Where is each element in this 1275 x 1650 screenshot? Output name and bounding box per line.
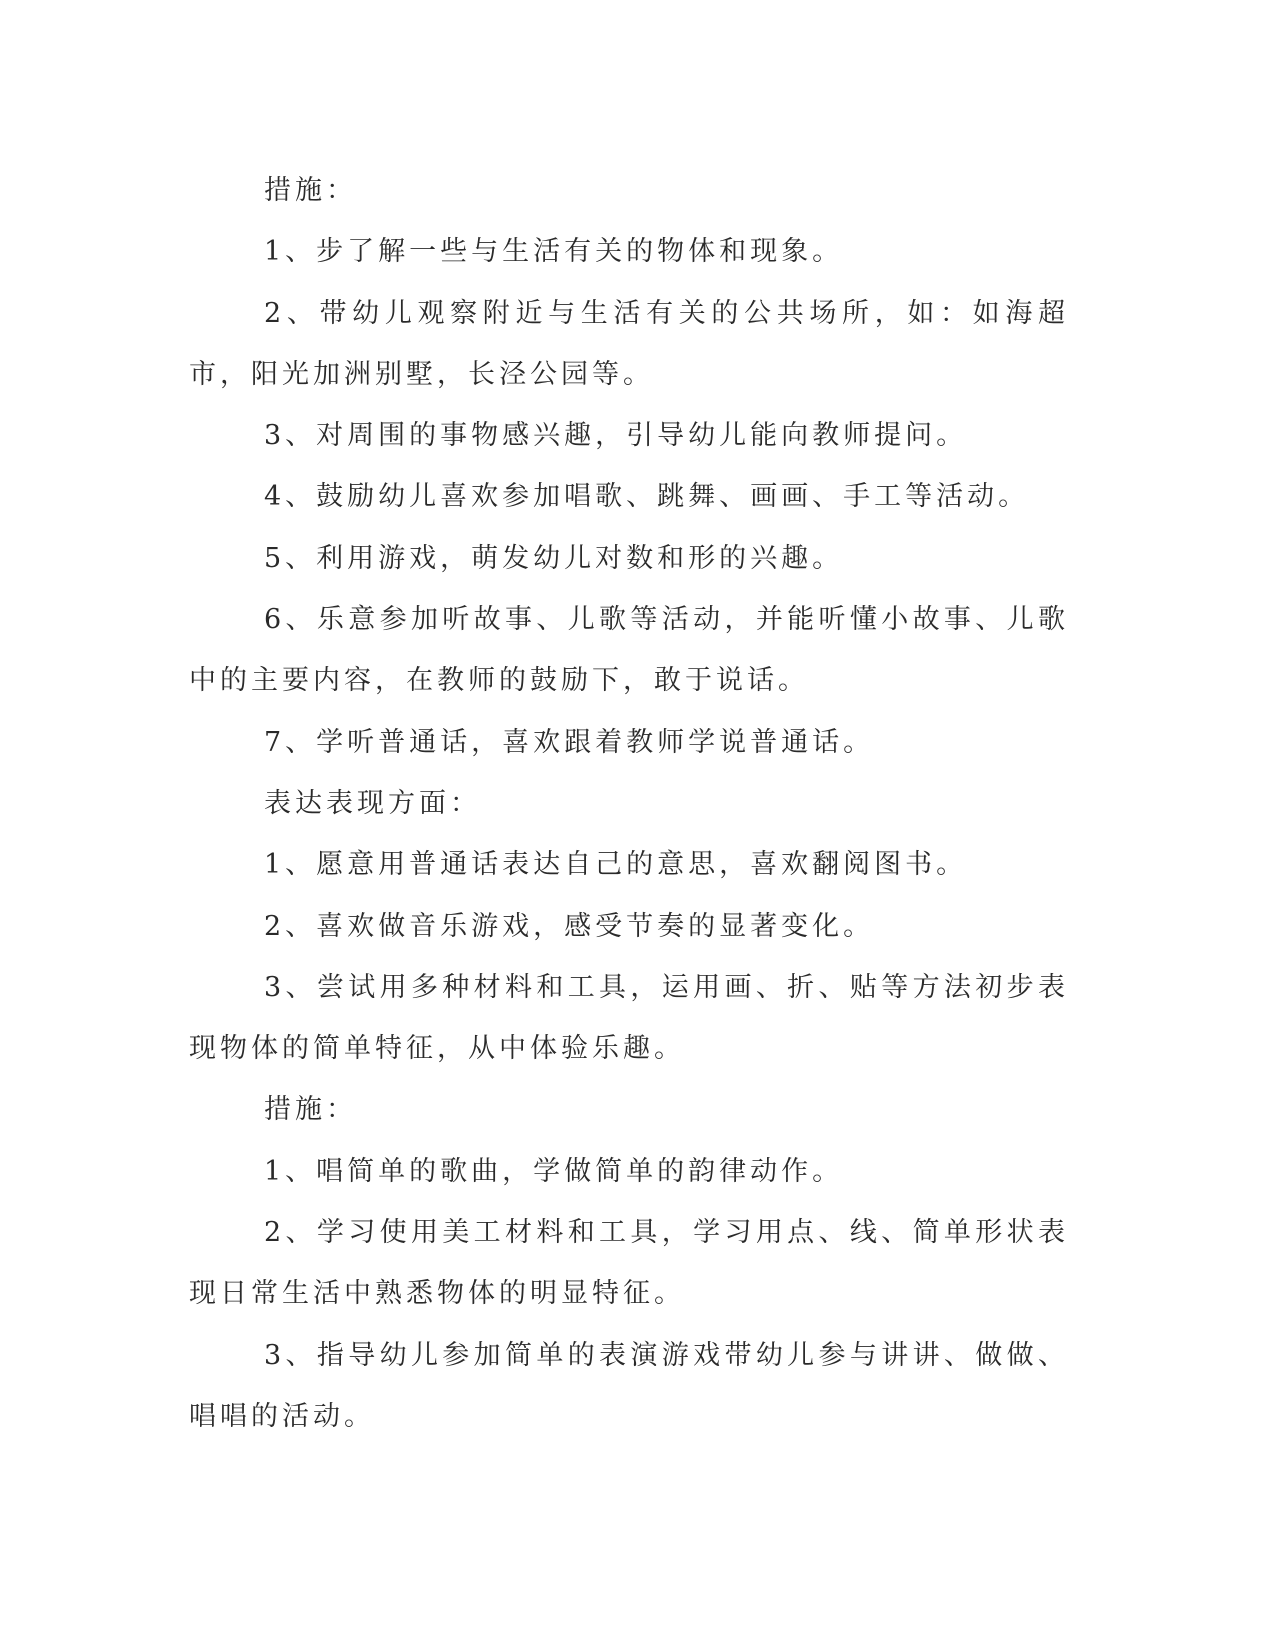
list-item: 2、带幼儿观察附近与生活有关的公共场所，如：如海超市，阳光加洲别墅，长泾公园等。 bbox=[189, 297, 1069, 390]
list-item: 1、愿意用普通话表达自己的意思，喜欢翻阅图书。 bbox=[264, 849, 968, 881]
list-item: 2、喜欢做音乐游戏，感受节奏的显著变化。 bbox=[264, 910, 875, 942]
list-item: 5、利用游戏，萌发幼儿对数和形的兴趣。 bbox=[264, 542, 844, 574]
list-item: 3、指导幼儿参加简单的表演游戏带幼儿参与讲讲、做做、唱唱的活动。 bbox=[189, 1339, 1069, 1432]
list-item: 7、学听普通话，喜欢跟着教师学说普通话。 bbox=[264, 726, 875, 758]
list-item: 1、步了解一些与生活有关的物体和现象。 bbox=[264, 236, 844, 268]
list-item: 3、尝试用多种材料和工具，运用画、折、贴等方法初步表现物体的简单特征，从中体验乐趣。 bbox=[189, 971, 1069, 1065]
list-item: 3、对周围的事物感兴趣，引导幼儿能向教师提问。 bbox=[264, 420, 968, 452]
list-item: 4、鼓励幼儿喜欢参加唱歌、跳舞、画画、手工等活动。 bbox=[264, 481, 1030, 513]
section-heading-expression: 表达表现方面： bbox=[264, 787, 481, 819]
document-body bbox=[189, 160, 1069, 1447]
section-heading-measures: 措施： bbox=[264, 1094, 357, 1126]
list-item: 6、乐意参加听故事、儿歌等活动，并能听懂小故事、儿歌中的主要内容，在教师的鼓励下，敢于说话。 bbox=[189, 604, 1069, 697]
section-heading-measures: 措施： bbox=[264, 175, 357, 206]
list-item: 2、学习使用美工材料和工具，学习用点、线、简单形状表现日常生活中熟悉物体的明显特征。 bbox=[189, 1217, 1069, 1310]
list-item: 1、唱简单的歌曲，学做简单的韵律动作。 bbox=[264, 1155, 844, 1187]
